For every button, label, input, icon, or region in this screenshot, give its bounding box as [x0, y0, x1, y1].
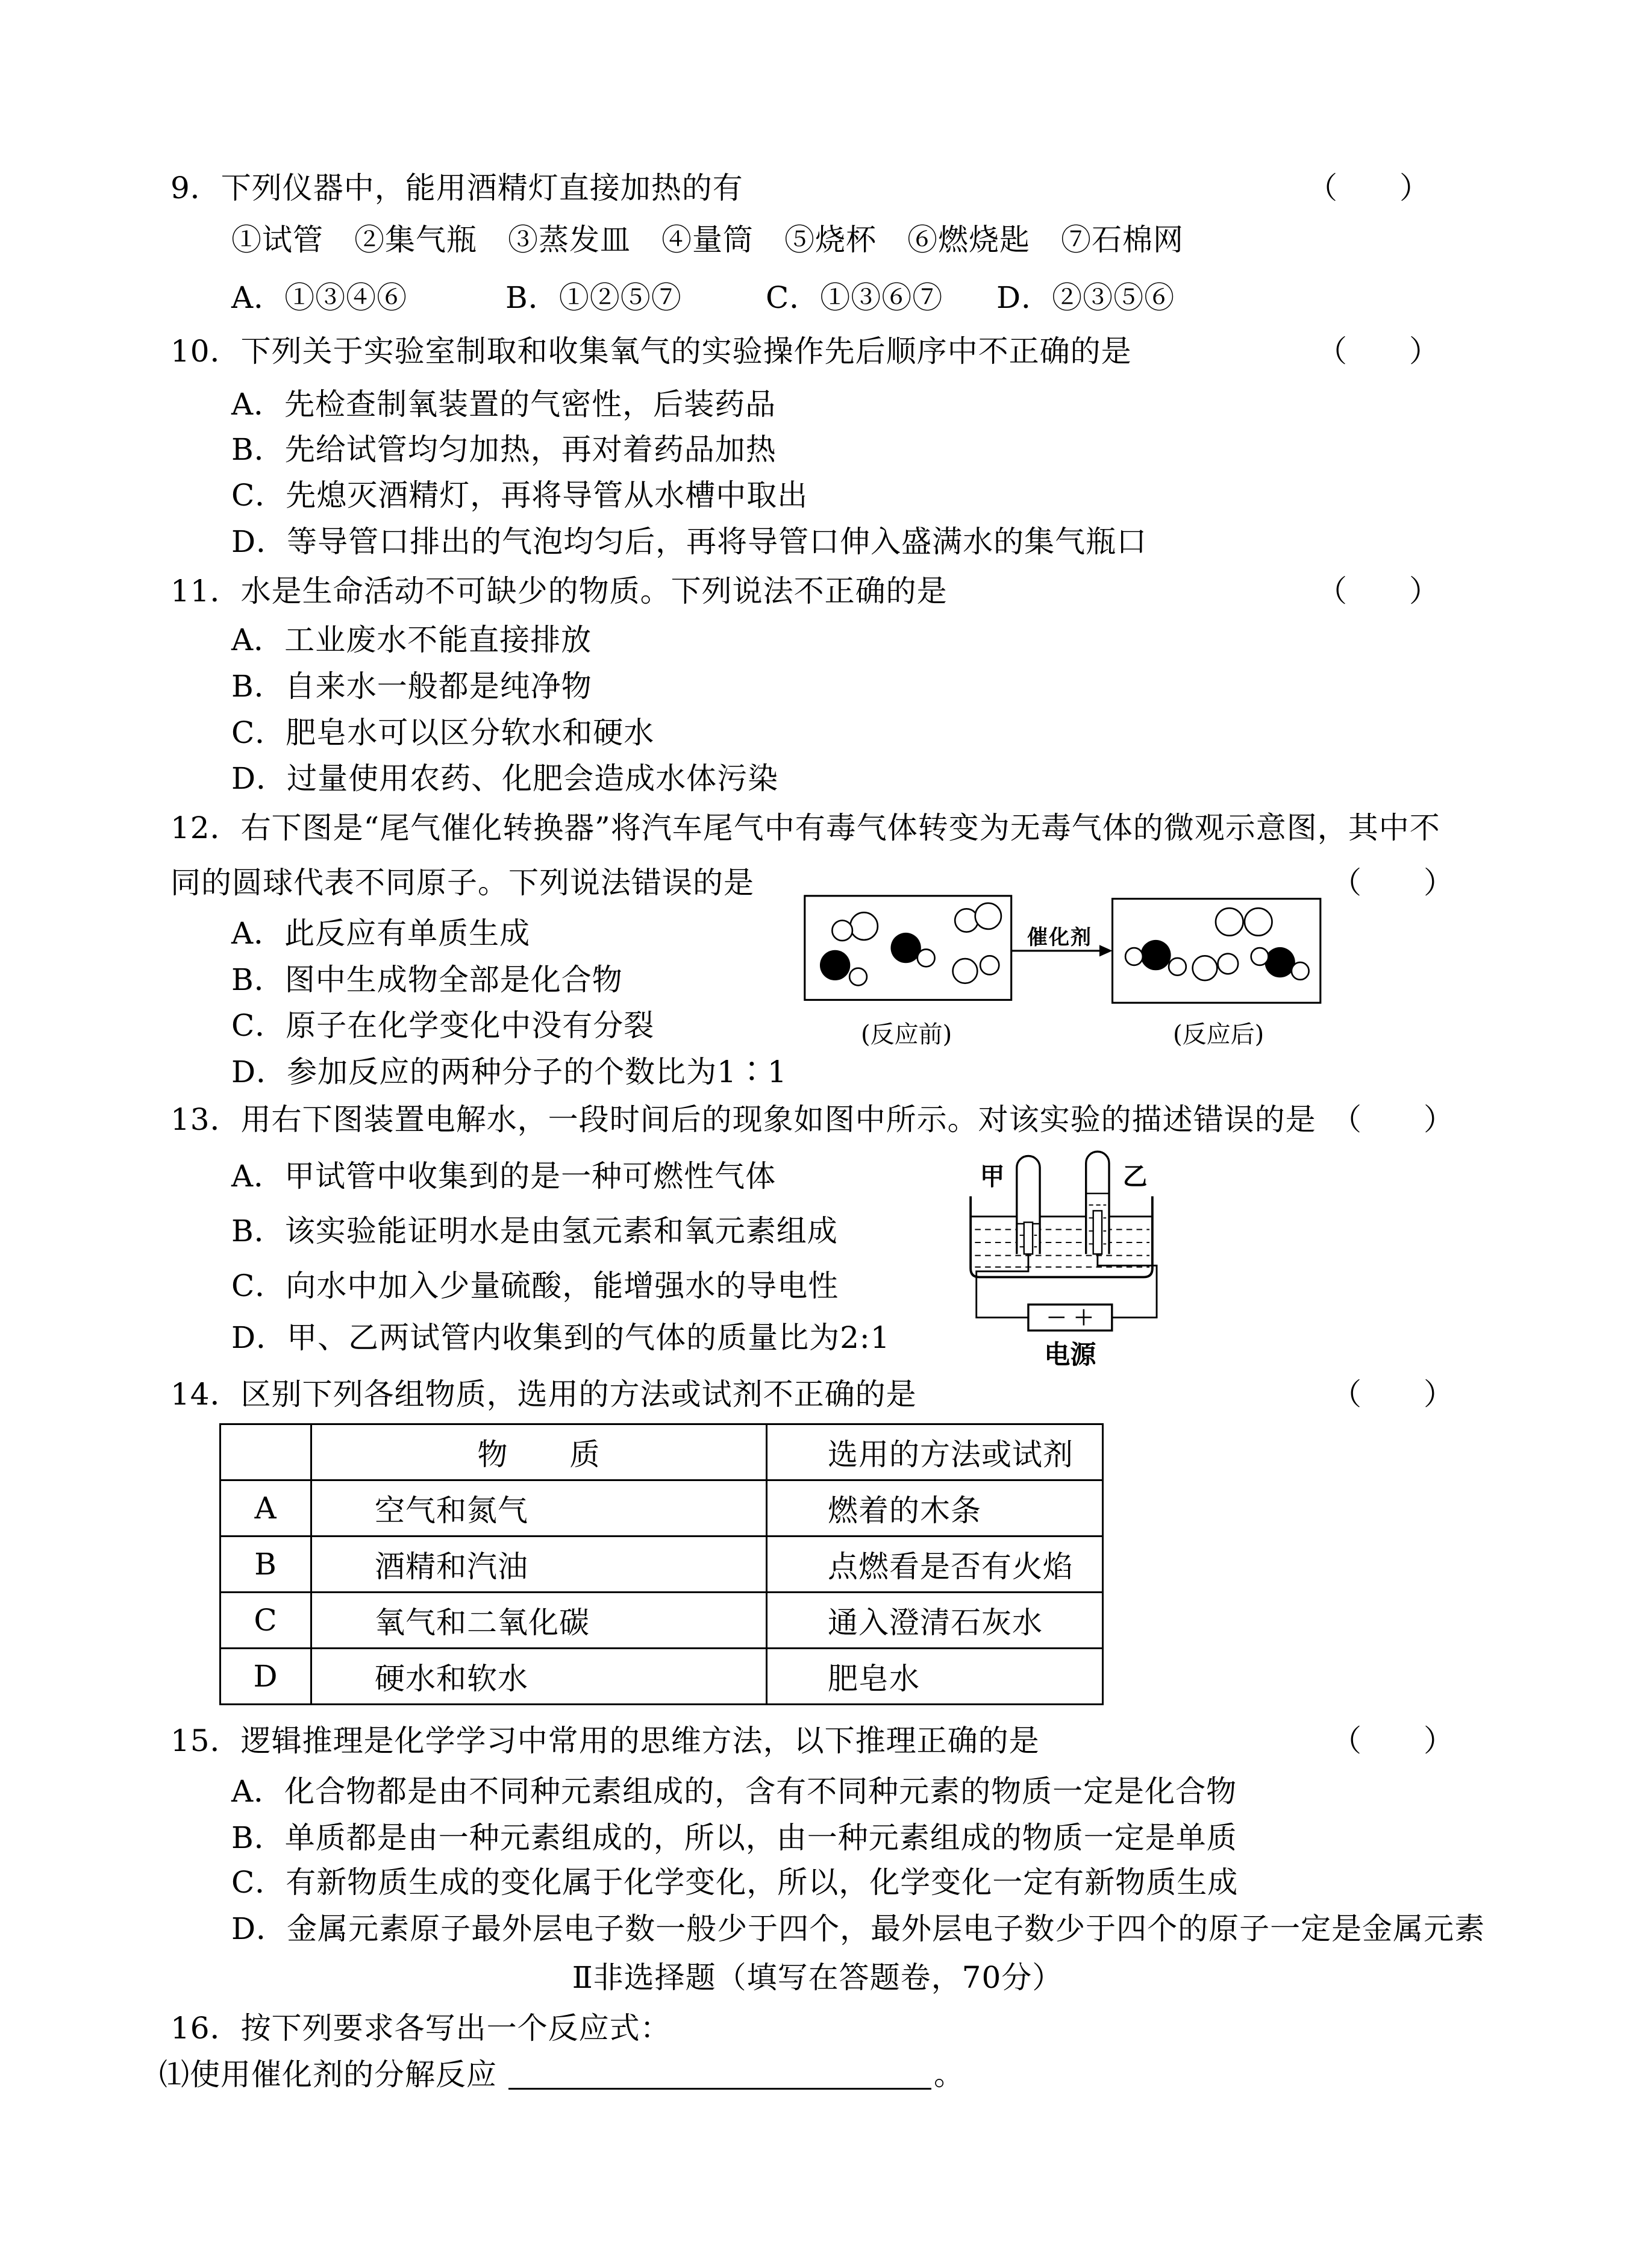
row-method: 通入澄清石灰水 [767, 1593, 1103, 1649]
question-13-option-b: B．该实验能证明水是由氢元素和氧元素组成 [231, 1214, 838, 1248]
question-9-option-b: B．①②⑤⑦ [505, 280, 682, 315]
question-13-option-c: C．向水中加入少量硫酸，能增强水的导电性 [231, 1268, 839, 1303]
table-row [220, 1649, 1103, 1705]
question-10-stem: 10．下列关于实验室制取和收集氧气的实验操作先后顺序中不正确的是 [170, 334, 1132, 369]
white-atom [1125, 948, 1143, 965]
question-9-option-d: D．②③⑤⑥ [996, 280, 1175, 315]
question-15-option-b: B．单质都是由一种元素组成的，所以，由一种元素组成的物质一定是单质 [231, 1820, 1237, 1855]
before-reaction-label: (反应前) [861, 1021, 952, 1048]
white-atom [980, 956, 999, 974]
table-header-method: 选用的方法或试剂 [767, 1424, 1103, 1480]
white-atom [1169, 958, 1186, 976]
row-label: A [220, 1480, 311, 1537]
catalyst-label: 催化剂 [1027, 926, 1092, 950]
tube-yi-label: 乙 [1122, 1162, 1148, 1191]
black-atom [1140, 940, 1171, 970]
question-10-option-b: B．先给试管均匀加热，再对着药品加热 [231, 432, 777, 467]
question-11-option-c: C．肥皂水可以区分软水和硬水 [231, 715, 655, 750]
row-method: 燃着的木条 [767, 1480, 1103, 1537]
question-9-answer-blank: （ ） [1307, 171, 1430, 205]
question-13-stem: 13．用右下图装置电解水，一段时间后的现象如图中所示。对该实验的描述错误的是 [170, 1102, 1316, 1137]
question-16-part-1-answer-line [508, 2057, 931, 2090]
question-16-part-1-prompt: ⑴使用催化剂的分解反应 [159, 2057, 497, 2092]
question-10-option-c: C．先熄灭酒精灯，再将导管从水槽中取出 [231, 478, 808, 513]
question-12-answer-blank: （ ） [1331, 865, 1454, 900]
reaction-arrow-head [1099, 945, 1113, 956]
electrolysis-apparatus-figure [959, 1144, 1164, 1370]
after-reaction-label: (反应后) [1173, 1021, 1265, 1048]
question-9-option-a: A．①③④⑥ [231, 280, 408, 315]
power-terminals: － ＋ [1046, 1306, 1094, 1330]
row-method: 点燃看是否有火焰 [767, 1537, 1103, 1593]
row-substances: 氧气和二氧化碳 [311, 1593, 767, 1649]
tube-jia-label: 甲 [980, 1162, 1005, 1191]
table-row [220, 1593, 1103, 1649]
table-header-substance: 物 质 [311, 1424, 767, 1480]
question-11-answer-blank: （ ） [1317, 574, 1440, 609]
question-12-option-c: C．原子在化学变化中没有分裂 [231, 1008, 655, 1043]
question-15-stem: 15．逻辑推理是化学学习中常用的思维方法，以下推理正确的是 [170, 1723, 1040, 1758]
white-atom [1245, 908, 1272, 936]
row-label: D [220, 1649, 311, 1705]
question-12-option-a: A．此反应有单质生成 [231, 916, 531, 951]
white-atom [850, 912, 878, 940]
question-11-stem: 11．水是生命活动不可缺少的物质。下列说法不正确的是 [170, 574, 948, 609]
white-atom [1251, 948, 1269, 965]
white-atom [1292, 962, 1309, 980]
white-atom [955, 909, 978, 932]
table-header-blank [220, 1424, 311, 1480]
table-row [220, 1480, 1103, 1537]
black-atom [890, 933, 921, 963]
question-12-option-d: D．参加反应的两种分子的个数比为1∶1 [231, 1054, 787, 1089]
question-13-option-a: A．甲试管中收集到的是一种可燃性气体 [231, 1159, 777, 1194]
row-label: B [220, 1537, 311, 1593]
question-9-stem: 9．下列仪器中，能用酒精灯直接加热的有 [170, 171, 743, 205]
question-11-option-d: D．过量使用农药、化肥会造成水体污染 [231, 761, 779, 796]
table-row [220, 1537, 1103, 1593]
question-13-option-d: D．甲、乙两试管内收集到的气体的质量比为2:1 [231, 1320, 890, 1355]
row-substances: 酒精和汽油 [311, 1537, 767, 1593]
question-14-answer-blank: （ ） [1331, 1377, 1454, 1412]
trough-water [975, 1230, 1149, 1267]
question-10-answer-blank: （ ） [1317, 334, 1440, 369]
white-atom [975, 903, 1001, 929]
question-16-part-1-period: 。 [934, 2057, 964, 2092]
white-atom [849, 968, 867, 986]
white-atom [918, 950, 935, 967]
white-atom [1216, 908, 1243, 936]
white-atom [1193, 956, 1218, 980]
row-substances: 硬水和软水 [311, 1649, 767, 1705]
question-9-option-c: C．①③⑥⑦ [766, 280, 943, 315]
black-atom [1265, 947, 1295, 977]
left-wire [977, 1254, 1028, 1317]
power-supply-label: 电源 [1044, 1340, 1096, 1371]
question-10-option-a: A．先检查制氧装置的气密性，后装药品 [231, 387, 777, 422]
row-label: C [220, 1593, 311, 1649]
electrode-jia [1024, 1223, 1033, 1255]
table-header-row [220, 1424, 1103, 1480]
question-9-instrument-list: ①试管 ②集气瓶 ③蒸发皿 ④量筒 ⑤烧杯 ⑥燃烧匙 ⑦石棉网 [231, 222, 1184, 257]
white-atom [1218, 954, 1239, 974]
black-atom [820, 950, 850, 980]
question-15-option-a: A．化合物都是由不同种元素组成的，含有不同种元素的物质一定是化合物 [231, 1774, 1237, 1809]
question-13-answer-blank: （ ） [1331, 1102, 1454, 1137]
question-12-stem-line-1: 12．右下图是“尾气催化转换器”将汽车尾气中有毒气体转变为无毒气体的微观示意图，其中不 [170, 810, 1440, 845]
white-atom [953, 959, 978, 983]
electrode-yi [1093, 1211, 1102, 1254]
section-title: Ⅱ非选择题（填写在答题卷，70分） [572, 1960, 1063, 1995]
question-15-option-c: C．有新物质生成的变化属于化学变化，所以，化学变化一定有新物质生成 [231, 1865, 1239, 1900]
substance-comparison-table [219, 1423, 1104, 1705]
question-16-stem: 16．按下列要求各写出一个反应式： [170, 2011, 671, 2046]
question-14-stem: 14．区别下列各组物质，选用的方法或试剂不正确的是 [170, 1377, 917, 1412]
row-method: 肥皂水 [767, 1649, 1103, 1705]
question-11-option-a: A．工业废水不能直接排放 [231, 622, 592, 657]
question-11-option-b: B．自来水一般都是纯净物 [231, 669, 592, 704]
question-12-option-b: B．图中生成物全部是化合物 [231, 962, 623, 997]
question-15-option-d: D．金属元素原子最外层电子数一般少于四个，最外层电子数少于四个的原子一定是金属元素 [231, 1911, 1486, 1946]
question-10-option-d: D．等导管口排出的气泡均匀后，再将导管口伸入盛满水的集气瓶口 [231, 524, 1148, 559]
row-substances: 空气和氮气 [311, 1480, 767, 1537]
question-12-stem-line-2: 同的圆球代表不同原子。下列说法错误的是 [170, 865, 754, 900]
question-15-answer-blank: （ ） [1331, 1723, 1454, 1758]
white-atom [832, 921, 852, 941]
